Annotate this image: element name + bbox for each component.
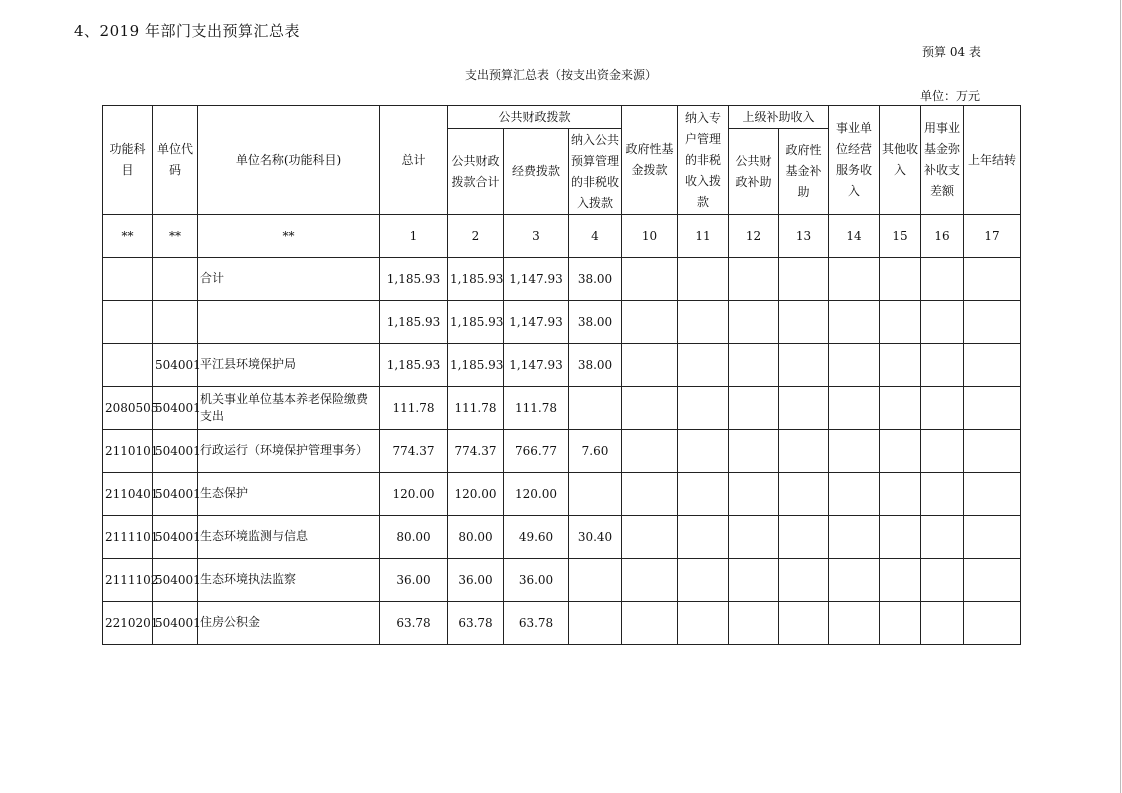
- table-title: 支出预算汇总表（按支出资金来源）: [464, 68, 657, 82]
- cell-empty: [880, 430, 921, 473]
- header-other-income: 其他收入: [880, 106, 921, 215]
- table-row: [103, 258, 1021, 301]
- cell-empty: [921, 387, 964, 430]
- cell-empty: [880, 559, 921, 602]
- cell-empty: [964, 344, 1021, 387]
- cell-total: 36.00: [380, 559, 448, 602]
- cell-unit-name: 生态保护: [198, 473, 380, 516]
- cell-empty: [964, 301, 1021, 344]
- index-cell: 4: [569, 215, 622, 258]
- cell-pf-total: 80.00: [448, 516, 504, 559]
- cell-empty: [921, 258, 964, 301]
- cell-empty: [880, 301, 921, 344]
- header-unit-name: 单位名称(功能科目): [198, 106, 380, 215]
- cell-expense: 1,147.93: [504, 344, 569, 387]
- cell-empty: [622, 473, 678, 516]
- cell-empty: [829, 602, 880, 645]
- cell-empty: [678, 602, 729, 645]
- cell-empty: [678, 430, 729, 473]
- cell-unit-code: 504001: [153, 387, 198, 430]
- cell-nontax: [569, 559, 622, 602]
- cell-empty: [779, 559, 829, 602]
- header-last-year-carryover: 上年结转: [964, 106, 1021, 215]
- cell-nontax: 30.40: [569, 516, 622, 559]
- cell-empty: [921, 559, 964, 602]
- cell-pf-total: 1,185.93: [448, 344, 504, 387]
- cell-nontax: [569, 602, 622, 645]
- form-number: 预算 04 表: [922, 45, 981, 59]
- cell-func-code: 2111101: [103, 516, 153, 559]
- table-row: [103, 602, 1021, 645]
- cell-unit-code: 504001: [153, 602, 198, 645]
- cell-empty: [678, 473, 729, 516]
- cell-empty: [622, 344, 678, 387]
- table-row: [103, 473, 1021, 516]
- cell-empty: [678, 301, 729, 344]
- index-cell: 15: [880, 215, 921, 258]
- expenditure-summary-table: [102, 105, 1021, 645]
- cell-empty: [880, 344, 921, 387]
- cell-empty: [964, 559, 1021, 602]
- cell-unit-name: 生态环境监测与信息: [198, 516, 380, 559]
- index-cell: 11: [678, 215, 729, 258]
- index-cell: 12: [729, 215, 779, 258]
- cell-unit-name: 合计: [198, 258, 380, 301]
- header-public-finance-total: 公共财政拨款合计: [448, 129, 504, 215]
- cell-empty: [880, 473, 921, 516]
- cell-empty: [729, 301, 779, 344]
- header-func-subject: 功能科目: [103, 106, 153, 215]
- cell-empty: [921, 602, 964, 645]
- cell-nontax: 7.60: [569, 430, 622, 473]
- cell-empty: [964, 516, 1021, 559]
- header-business-income: 事业单位经营服务收入: [829, 106, 880, 215]
- cell-empty: [829, 430, 880, 473]
- cell-empty: [779, 301, 829, 344]
- cell-expense: 1,147.93: [504, 301, 569, 344]
- index-cell: **: [153, 215, 198, 258]
- cell-empty: [964, 473, 1021, 516]
- cell-total: 111.78: [380, 387, 448, 430]
- cell-nontax: [569, 473, 622, 516]
- cell-func-code: 2110101: [103, 430, 153, 473]
- cell-empty: [678, 387, 729, 430]
- table-row: [103, 387, 1021, 430]
- cell-empty: [622, 559, 678, 602]
- cell-empty: [678, 344, 729, 387]
- cell-unit-name: 行政运行（环境保护管理事务）: [198, 430, 380, 473]
- cell-empty: [829, 473, 880, 516]
- cell-unit-code: 504001: [153, 516, 198, 559]
- cell-empty: [622, 430, 678, 473]
- cell-empty: [779, 387, 829, 430]
- cell-empty: [779, 344, 829, 387]
- cell-empty: [779, 602, 829, 645]
- cell-empty: [729, 387, 779, 430]
- document-title: 4、2019 年部门支出预算汇总表: [74, 22, 300, 40]
- cell-empty: [880, 602, 921, 645]
- cell-func-code: [103, 258, 153, 301]
- index-cell: **: [103, 215, 153, 258]
- cell-expense: 120.00: [504, 473, 569, 516]
- header-superior-gov-fund-subsidy: 政府性基金补助: [779, 129, 829, 215]
- index-cell: 14: [829, 215, 880, 258]
- cell-empty: [921, 301, 964, 344]
- index-row: [103, 215, 1021, 258]
- cell-func-code: 2111102: [103, 559, 153, 602]
- header-nontax-income: 纳入公共预算管理的非税收入拨款: [569, 129, 622, 215]
- index-cell: **: [198, 215, 380, 258]
- cell-empty: [729, 602, 779, 645]
- cell-empty: [678, 559, 729, 602]
- cell-expense: 1,147.93: [504, 258, 569, 301]
- cell-empty: [779, 473, 829, 516]
- cell-empty: [964, 387, 1021, 430]
- header-row-1: [103, 106, 1021, 129]
- index-cell: 3: [504, 215, 569, 258]
- header-public-finance: 公共财政拨款: [448, 106, 622, 129]
- cell-nontax: 38.00: [569, 344, 622, 387]
- cell-unit-code: 504001: [153, 430, 198, 473]
- cell-total: 774.37: [380, 430, 448, 473]
- cell-func-code: [103, 344, 153, 387]
- cell-pf-total: 774.37: [448, 430, 504, 473]
- cell-empty: [729, 473, 779, 516]
- cell-unit-name: 平江县环境保护局: [198, 344, 380, 387]
- header-total: 总计: [380, 106, 448, 215]
- header-unit-code: 单位代码: [153, 106, 198, 215]
- cell-empty: [921, 473, 964, 516]
- cell-func-code: 2210201: [103, 602, 153, 645]
- cell-expense: 111.78: [504, 387, 569, 430]
- cell-empty: [829, 301, 880, 344]
- cell-empty: [921, 430, 964, 473]
- cell-pf-total: 36.00: [448, 559, 504, 602]
- cell-total: 120.00: [380, 473, 448, 516]
- cell-empty: [779, 430, 829, 473]
- cell-empty: [779, 258, 829, 301]
- table-row: [103, 344, 1021, 387]
- cell-empty: [729, 344, 779, 387]
- header-special-nontax: 纳入专户管理的非税收入拨款: [678, 106, 729, 215]
- cell-unit-code: [153, 301, 198, 344]
- table-row: [103, 559, 1021, 602]
- cell-func-code: [103, 301, 153, 344]
- cell-unit-name: 生态环境执法监察: [198, 559, 380, 602]
- cell-total: 1,185.93: [380, 301, 448, 344]
- cell-empty: [964, 602, 1021, 645]
- cell-empty: [622, 516, 678, 559]
- table-row: [103, 516, 1021, 559]
- header-superior-public-subsidy: 公共财政补助: [729, 129, 779, 215]
- cell-unit-code: 504001: [153, 473, 198, 516]
- cell-total: 1,185.93: [380, 258, 448, 301]
- cell-pf-total: 120.00: [448, 473, 504, 516]
- cell-pf-total: 1,185.93: [448, 301, 504, 344]
- cell-empty: [921, 516, 964, 559]
- cell-expense: 36.00: [504, 559, 569, 602]
- cell-empty: [829, 258, 880, 301]
- cell-expense: 63.78: [504, 602, 569, 645]
- cell-empty: [829, 559, 880, 602]
- cell-pf-total: 1,185.93: [448, 258, 504, 301]
- cell-empty: [964, 258, 1021, 301]
- index-cell: 10: [622, 215, 678, 258]
- table-row: [103, 301, 1021, 344]
- index-cell: 2: [448, 215, 504, 258]
- cell-empty: [678, 258, 729, 301]
- index-cell: 1: [380, 215, 448, 258]
- header-gov-fund: 政府性基金拨款: [622, 106, 678, 215]
- cell-empty: [921, 344, 964, 387]
- index-cell: 13: [779, 215, 829, 258]
- cell-empty: [729, 258, 779, 301]
- cell-empty: [829, 387, 880, 430]
- cell-empty: [829, 344, 880, 387]
- cell-empty: [622, 258, 678, 301]
- cell-func-code: 2110401: [103, 473, 153, 516]
- cell-empty: [622, 301, 678, 344]
- cell-unit-name: 机关事业单位基本养老保险缴费支出: [198, 387, 380, 430]
- cell-empty: [880, 516, 921, 559]
- cell-empty: [678, 516, 729, 559]
- cell-nontax: [569, 387, 622, 430]
- cell-unit-code: 504001: [153, 559, 198, 602]
- cell-unit-code: 504001: [153, 344, 198, 387]
- cell-empty: [729, 516, 779, 559]
- cell-unit-name: [198, 301, 380, 344]
- header-fund-balance: 用事业基金弥补收支差额: [921, 106, 964, 215]
- cell-expense: 766.77: [504, 430, 569, 473]
- cell-unit-name: 住房公积金: [198, 602, 380, 645]
- cell-pf-total: 111.78: [448, 387, 504, 430]
- cell-empty: [622, 387, 678, 430]
- index-cell: 16: [921, 215, 964, 258]
- cell-func-code: 2080505: [103, 387, 153, 430]
- cell-total: 63.78: [380, 602, 448, 645]
- cell-expense: 49.60: [504, 516, 569, 559]
- page-edge-line: [1120, 0, 1121, 793]
- cell-empty: [779, 516, 829, 559]
- header-expense-appropriation: 经费拨款: [504, 129, 569, 215]
- cell-empty: [729, 559, 779, 602]
- cell-nontax: 38.00: [569, 258, 622, 301]
- cell-empty: [880, 387, 921, 430]
- table-row: [103, 430, 1021, 473]
- cell-total: 1,185.93: [380, 344, 448, 387]
- cell-total: 80.00: [380, 516, 448, 559]
- cell-empty: [880, 258, 921, 301]
- header-superior-subsidy: 上级补助收入: [729, 106, 829, 129]
- cell-unit-code: [153, 258, 198, 301]
- cell-pf-total: 63.78: [448, 602, 504, 645]
- index-cell: 17: [964, 215, 1021, 258]
- cell-empty: [964, 430, 1021, 473]
- cell-empty: [622, 602, 678, 645]
- cell-nontax: 38.00: [569, 301, 622, 344]
- cell-empty: [829, 516, 880, 559]
- cell-empty: [729, 430, 779, 473]
- unit-label: 单位：万元: [920, 89, 981, 103]
